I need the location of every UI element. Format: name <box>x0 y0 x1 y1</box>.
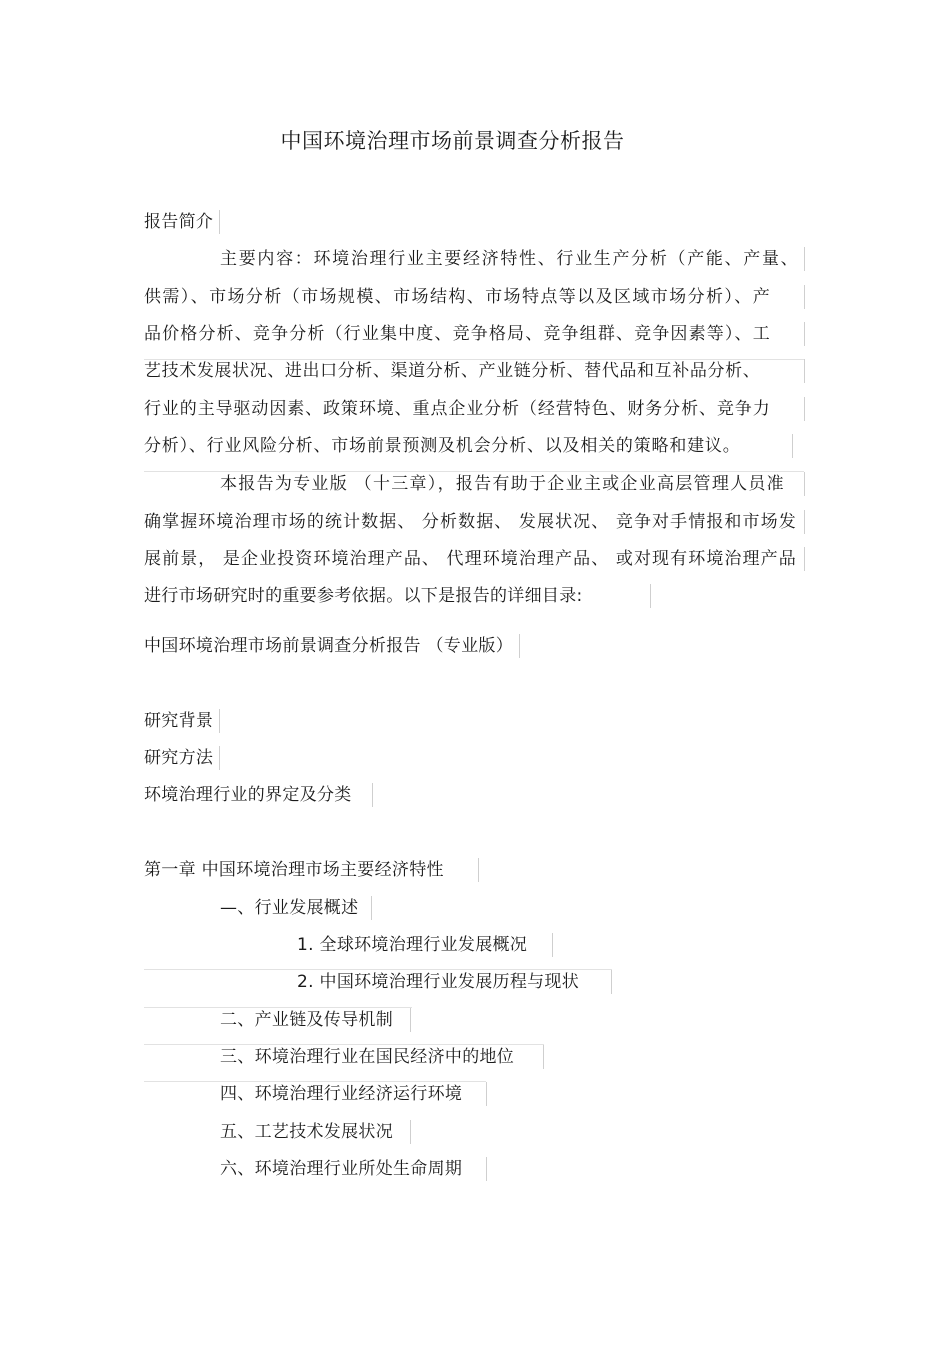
toc-section: —、行业发展概述 <box>220 898 359 918</box>
intro-paragraph-2-line: 进行市场研究时的重要参考依据。以下是报告的详细目录: <box>144 586 583 606</box>
toc-section: 四、环境治理行业经济运行环境 <box>220 1084 463 1104</box>
toc-section: 三、环境治理行业在国民经济中的地位 <box>220 1047 515 1067</box>
margin-mark <box>410 1008 411 1032</box>
toc-subsection: 1. 全球环境治理行业发展概况 <box>297 935 528 955</box>
toc-chapter-title: 第一章 中国环境治理市场主要经济特性 <box>144 860 444 880</box>
toc-section: 二、产业链及传导机制 <box>220 1010 393 1030</box>
intro-paragraph-2-line: 确掌握环境治理市场的统计数据、 分析数据、 发展状况、 竞争对手情报和市场发 <box>144 512 796 532</box>
margin-mark <box>804 472 805 496</box>
margin-mark <box>486 1157 487 1181</box>
intro-paragraph-1-line: 主要内容：环境治理行业主要经济特性、行业生产分析（产能、产量、 <box>220 249 798 269</box>
margin-mark <box>372 783 373 807</box>
toc-item-research-background: 研究背景 <box>144 709 220 733</box>
page-title: 中国环境治理市场前景调查分析报告 <box>280 129 625 153</box>
toc-title: 中国环境治理市场前景调查分析报告 （专业版） <box>144 634 520 658</box>
margin-mark <box>371 896 372 920</box>
margin-mark <box>552 933 553 957</box>
intro-paragraph-1-line: 行业的主导驱动因素、政策环境、重点企业分析（经营特色、财务分析、竞争力 <box>144 399 770 419</box>
margin-mark <box>804 397 805 421</box>
margin-mark <box>804 510 805 534</box>
margin-mark <box>792 434 793 458</box>
toc-section: 五、工艺技术发展状况 <box>220 1122 393 1142</box>
intro-paragraph-1-line: 品价格分析、竞争分析（行业集中度、竞争格局、竞争组群、竞争因素等）、工 <box>144 324 770 344</box>
margin-mark <box>478 858 479 882</box>
margin-mark <box>486 1082 487 1106</box>
intro-paragraph-1-line: 艺技术发展状况、进出口分析、渠道分析、产业链分析、替代品和互补品分析、 <box>144 361 760 381</box>
toc-section: 六、环境治理行业所处生命周期 <box>220 1159 463 1179</box>
intro-paragraph-1-line: 分析）、行业风险分析、市场前景预测及机会分析、以及相关的策略和建议。 <box>144 436 740 456</box>
margin-mark <box>804 359 805 383</box>
intro-paragraph-2-line: 展前景， 是企业投资环境治理产品、 代理环境治理产品、 或对现有环境治理产品 <box>144 549 796 569</box>
margin-mark <box>611 970 612 994</box>
margin-mark <box>650 584 651 608</box>
toc-item-research-method: 研究方法 <box>144 746 220 770</box>
intro-heading: 报告简介 <box>144 210 220 234</box>
margin-mark <box>804 322 805 346</box>
margin-mark <box>543 1045 544 1069</box>
toc-item-industry-definition: 环境治理行业的界定及分类 <box>144 785 352 805</box>
intro-paragraph-1-line: 供需）、市场分析（市场规模、市场结构、市场特点等以及区域市场分析）、产 <box>144 287 770 307</box>
margin-mark <box>804 247 805 271</box>
margin-mark <box>804 547 805 571</box>
margin-mark <box>804 285 805 309</box>
toc-subsection: 2. 中国环境治理行业发展历程与现状 <box>297 972 580 992</box>
margin-mark <box>410 1120 411 1144</box>
intro-paragraph-2-line: 本报告为专业版 （十三章），报告有助于企业主或企业高层管理人员准 <box>220 474 784 494</box>
